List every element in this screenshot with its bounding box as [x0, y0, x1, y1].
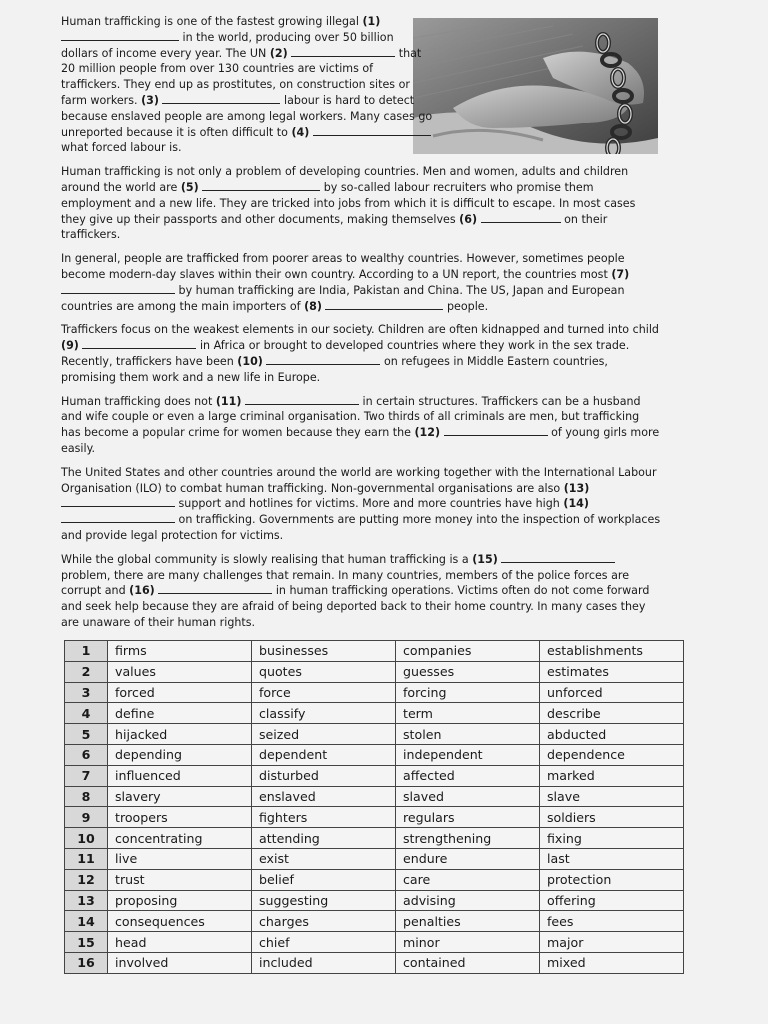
table-row: [65, 932, 684, 953]
word-option[interactable]: hijacked: [108, 724, 252, 745]
word-option[interactable]: major: [540, 932, 684, 953]
gap-3-blank[interactable]: [162, 93, 280, 104]
table-row: [65, 890, 684, 911]
word-option[interactable]: stolen: [396, 724, 540, 745]
word-option[interactable]: last: [540, 848, 684, 869]
table-row: [65, 724, 684, 745]
paragraph-7: While the global community is slowly realising that human trafficking is a (15) problem, there are many challenges that remain. In many countries, members of the police forces are corrupt and (16) in human trafficking operations. Victims often do not come forward and seek help because they are afraid of being deported back to their home country. In many cases they are unaware of their human rights.: [61, 552, 650, 629]
word-option[interactable]: soldiers: [540, 807, 684, 828]
word-option[interactable]: offering: [540, 890, 684, 911]
word-option[interactable]: regulars: [396, 807, 540, 828]
gap-number-3: (3): [141, 93, 159, 107]
word-option[interactable]: forced: [108, 682, 252, 703]
word-option[interactable]: included: [252, 952, 396, 973]
table-row: [65, 911, 684, 932]
word-option[interactable]: dependence: [540, 744, 684, 765]
word-option[interactable]: marked: [540, 765, 684, 786]
word-option[interactable]: unforced: [540, 682, 684, 703]
table-row: [65, 744, 684, 765]
row-number: 15: [65, 932, 108, 953]
word-option[interactable]: slave: [540, 786, 684, 807]
gap-number-16: (16): [129, 584, 155, 598]
word-option[interactable]: exist: [252, 848, 396, 869]
word-option[interactable]: define: [108, 703, 252, 724]
word-option[interactable]: abducted: [540, 724, 684, 745]
word-option[interactable]: live: [108, 848, 252, 869]
table-row: [65, 828, 684, 849]
word-option[interactable]: describe: [540, 703, 684, 724]
gap-12-blank[interactable]: [444, 425, 548, 436]
row-number: 1: [65, 641, 108, 662]
word-option[interactable]: estimates: [540, 661, 684, 682]
table-row: [65, 786, 684, 807]
gap-number-11: (11): [215, 394, 242, 408]
gap-8-blank[interactable]: [325, 299, 443, 310]
row-number: 8: [65, 786, 108, 807]
gap-9-blank[interactable]: [82, 338, 196, 349]
row-number: 14: [65, 911, 108, 932]
gap-1-blank[interactable]: [61, 30, 179, 41]
word-option[interactable]: slavery: [108, 786, 252, 807]
word-option[interactable]: quotes: [252, 661, 396, 682]
paragraph-3: In general, people are trafficked from poorer areas to wealthy countries. However, sometimes people become modern-day slaves within their own country. According to a UN report, the countries most (7) by human trafficking are India, Pakistan and China. The US, Japan and European countries are among the main importers of (8) people.: [61, 252, 630, 313]
row-number: 16: [65, 952, 108, 973]
row-number: 5: [65, 724, 108, 745]
gap-4-blank[interactable]: [313, 125, 431, 136]
word-option[interactable]: independent: [396, 744, 540, 765]
word-option[interactable]: head: [108, 932, 252, 953]
word-option[interactable]: protection: [540, 869, 684, 890]
gap-14-blank[interactable]: [61, 512, 175, 523]
word-option[interactable]: mixed: [540, 952, 684, 973]
word-choice-table: [64, 640, 684, 974]
row-number: 3: [65, 682, 108, 703]
gap-number-14: (14): [563, 497, 589, 511]
gap-number-7: (7): [611, 267, 630, 281]
gap-5-blank[interactable]: [202, 180, 320, 191]
gap-number-8: (8): [304, 299, 322, 313]
word-option[interactable]: enslaved: [252, 786, 396, 807]
paragraph-5: Human trafficking does not (11) in certain structures. Traffickers can be a husband and wife couple or even a large criminal organisation. Two thirds of all criminals are men, but trafficking has become a popular crime for women because they earn the (12) of young girls more easily.: [61, 394, 660, 455]
word-option[interactable]: classify: [252, 703, 396, 724]
row-number: 4: [65, 703, 108, 724]
gap-number-10: (10): [237, 354, 263, 368]
word-option[interactable]: trust: [108, 869, 252, 890]
gap-number-1: (1): [362, 15, 381, 28]
word-option[interactable]: strengthening: [396, 828, 540, 849]
word-option[interactable]: advising: [396, 890, 540, 911]
word-option[interactable]: seized: [252, 724, 396, 745]
row-number: 2: [65, 661, 108, 682]
word-option[interactable]: companies: [396, 641, 540, 662]
table-row: [65, 661, 684, 682]
gap-number-15: (15): [472, 552, 498, 566]
word-option[interactable]: suggesting: [252, 890, 396, 911]
word-option[interactable]: proposing: [108, 890, 252, 911]
gap-number-4: (4): [291, 125, 310, 139]
word-option[interactable]: minor: [396, 932, 540, 953]
word-option[interactable]: penalties: [396, 911, 540, 932]
row-number: 13: [65, 890, 108, 911]
row-number: 9: [65, 807, 108, 828]
word-option[interactable]: forcing: [396, 682, 540, 703]
word-option[interactable]: troopers: [108, 807, 252, 828]
gap-number-6: (6): [459, 212, 478, 226]
word-option[interactable]: disturbed: [252, 765, 396, 786]
gap-10-blank[interactable]: [266, 354, 380, 365]
word-option[interactable]: affected: [396, 765, 540, 786]
paragraph-6: The United States and other countries around the world are working together with the International Labour Organisation (ILO) to combat human trafficking. Non-governmental organisations are also (13) support and hotlines for victims. More and more countries have high (14) on trafficking. Governments are putting more money into the inspection of workplaces and provide legal protection for victims.: [61, 465, 661, 542]
word-option[interactable]: force: [252, 682, 396, 703]
row-number: 7: [65, 765, 108, 786]
word-option[interactable]: fees: [540, 911, 684, 932]
gap-16-blank[interactable]: [158, 583, 272, 594]
exercise-text: [61, 14, 661, 639]
gap-11-blank[interactable]: [245, 394, 359, 405]
row-number: 10: [65, 828, 108, 849]
word-option[interactable]: fixing: [540, 828, 684, 849]
table-row: [65, 765, 684, 786]
word-option[interactable]: businesses: [252, 641, 396, 662]
word-option[interactable]: slaved: [396, 786, 540, 807]
gap-number-5: (5): [180, 180, 199, 194]
word-option[interactable]: involved: [108, 952, 252, 973]
table-row: [65, 703, 684, 724]
paragraph-1: Human trafficking is one of the fastest growing illegal (1) in the world, producing over 50 billion dollars of income every year. The UN (2) that 20 million people from over 130 countries are victims of traffickers. They end up as prostitutes, on construction sites or farm workers. (3) labour is hard to detect because enslaved people are among legal workers. Many cases go unreported because it is often difficult to (4) what forced labour is.: [61, 15, 433, 155]
row-number: 11: [65, 848, 108, 869]
gap-7-blank[interactable]: [61, 283, 175, 294]
row-number: 12: [65, 869, 108, 890]
word-option[interactable]: firms: [108, 641, 252, 662]
word-option[interactable]: establishments: [540, 641, 684, 662]
word-option[interactable]: chief: [252, 932, 396, 953]
word-option[interactable]: influenced: [108, 765, 252, 786]
word-option[interactable]: charges: [252, 911, 396, 932]
word-option[interactable]: guesses: [396, 661, 540, 682]
table-row: [65, 952, 684, 973]
word-option[interactable]: term: [396, 703, 540, 724]
word-option[interactable]: consequences: [108, 911, 252, 932]
word-option[interactable]: endure: [396, 848, 540, 869]
gap-number-2: (2): [269, 46, 288, 60]
word-option[interactable]: contained: [396, 952, 540, 973]
gap-number-9: (9): [61, 339, 79, 353]
word-option[interactable]: values: [108, 661, 252, 682]
gap-6-blank[interactable]: [481, 212, 561, 223]
gap-number-12: (12): [414, 426, 441, 440]
word-option[interactable]: belief: [252, 869, 396, 890]
word-option[interactable]: care: [396, 869, 540, 890]
word-option[interactable]: depending: [108, 744, 252, 765]
gap-13-blank[interactable]: [61, 496, 175, 507]
gap-2-blank[interactable]: [291, 46, 395, 57]
word-option[interactable]: attending: [252, 828, 396, 849]
word-option[interactable]: dependent: [252, 744, 396, 765]
table-row: [65, 682, 684, 703]
gap-15-blank[interactable]: [501, 552, 615, 563]
table-row: [65, 848, 684, 869]
word-option[interactable]: fighters: [252, 807, 396, 828]
table-row: [65, 641, 684, 662]
paragraph-4: Traffickers focus on the weakest elements in our society. Children are often kidnapped and turned into child (9) in Africa or brought to developed countries where they work in the sex trade. Recently, traffickers have been (10) on refugees in Middle Eastern countries, promising them work and a new life in Europe.: [61, 323, 659, 384]
row-number: 6: [65, 744, 108, 765]
word-option[interactable]: concentrating: [108, 828, 252, 849]
paragraph-2: Human trafficking is not only a problem of developing countries. Men and women, adults and children around the world are (5) by so-called labour recruiters who promise them employment and a new life. They are tricked into jobs from which it is difficult to escape. In most cases they give up their passports and other documents, making themselves (6) on their traffickers.: [61, 165, 636, 242]
table-row: [65, 807, 684, 828]
gap-number-13: (13): [563, 481, 590, 495]
table-row: [65, 869, 684, 890]
